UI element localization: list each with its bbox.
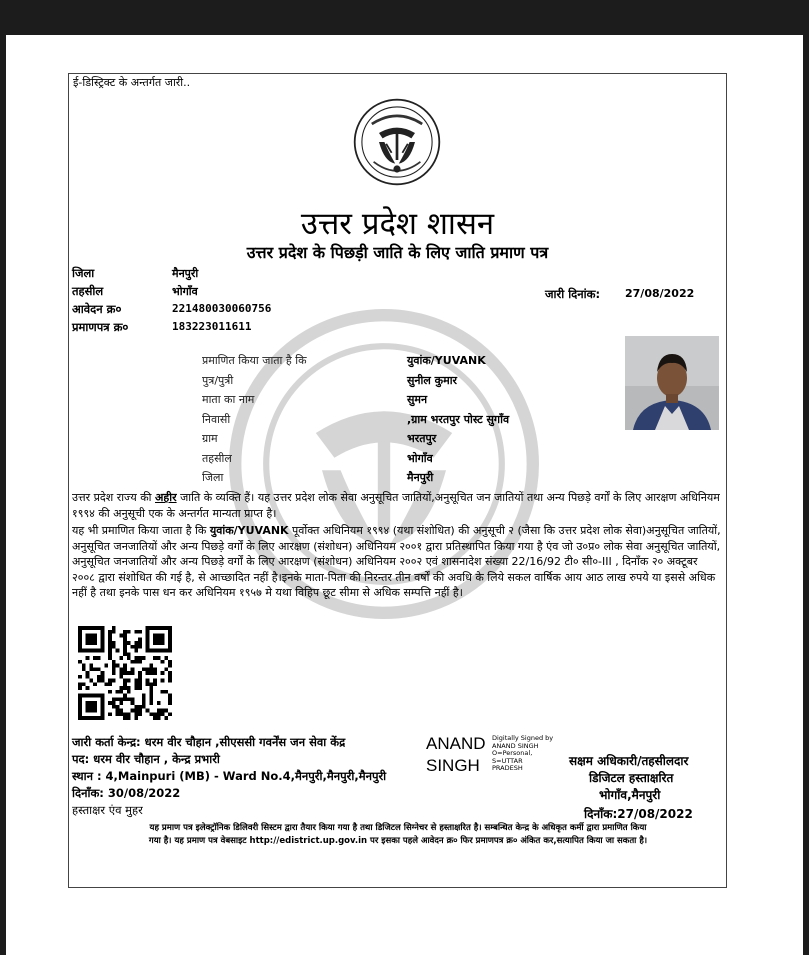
applicant-photo [625, 336, 719, 430]
verification-footer: यह प्रमाण पत्र इलेक्ट्रॉनिक डिलिवरी सिस्टम द्वारा तैयार किया गया है तथा डिजिटल सिग्नेचर से हस्ताक्षरित है। सम्बन्धित केन्द्र के अधिकृत कर्मी द्वारा प्रमाणित किया गया है। यह प्रमाण पत्र वेबसाइट http://edistrict.up.gov.in पर इसका पहले आवेदन क्र० फिर प्रमाणपत्र क्र० अंकित कर,सत्यापित किया जा सकता है। [148, 823, 648, 846]
signature-seal-label: हस्ताक्षर एंव मुहर [72, 803, 143, 817]
detail-value: युवांक/YUVANK [407, 354, 486, 367]
detail-label: जिला [202, 471, 224, 484]
detail-value: ,ग्राम भरतपुर पोस्ट सुगॉंव [407, 412, 510, 426]
issue-date-label: जारी दिनांक: [545, 287, 601, 301]
detail-label: ग्राम [202, 432, 218, 445]
certificate-subtitle: उत्तर प्रदेश के पिछड़ी जाति के लिए जाति प्रमाण पत्र [246, 243, 549, 262]
signer-last-name: SINGH [426, 756, 480, 775]
paragraph-certification: यह भी प्रमाणित किया जाता है कि युवांक/YUVANK पूर्वोक्त अधिनियम १९९४ (यथा संशोधित) की अनुसूची २ (जैसा कि उत्तर प्रदेश लोक सेवा)अनुसूचित जातियों, अनुसूचित जनजातियों और अन्य पिछड़े वर्गों के लिए आरक्षण (संशोधन) अधिनियम २००१ द्वारा प्रतिस्थापित किया गया है एंव जो उ०प्र० लोक सेवा अनुसूचित जातियों, अनुसूचित जनजातियों और अन्य पिछड़े वर्गों के लिए आरक्षण (संशोधन) अधिनियम २००२ एवं शासनादेश संख्या 22/16/92 टी० सी०-III , दिनाँक २० अक्टूबर २००८ द्वारा संशोधित की गई है, से आच्छादित नहीं है।इनके माता-पिता की निरन्तर तीन वर्षों की अवधि के लिये सकल वार्षिक आय आठ लाख रुपये या इससे अधिक नहीं है तथा इनके पास धन कर अधिनियम १९५७ मे यथा विहिप छूट सीमा से अधिक सम्पत्ति नहीं है। [72, 524, 721, 599]
issue-date-value: 27/08/2022 [625, 287, 695, 300]
detail-label: प्रमाणित किया जाता है कि [202, 354, 307, 367]
detail-label: माता का नाम [202, 393, 255, 406]
edistrict-note: ई-डिस्ट्रिक्ट के अन्तर्गत जारी.. [73, 76, 191, 89]
detail-value: मैनपुरी [407, 471, 434, 484]
caste-name: अहीर [155, 491, 177, 504]
certificate-title: उत्तर प्रदेश शासन [300, 206, 495, 242]
detail-value: भोगाँव [407, 451, 433, 465]
certificate-frame [68, 73, 727, 888]
authority-location: भोगाँव,मैनपुरी [599, 788, 661, 802]
detail-label: पुत्र/पुत्री [202, 373, 234, 387]
issuing-center: जारी कर्ता केन्द्र: धरम वीर चौहान ,सीएससी गवर्नेंस जन सेवा केंद्र [72, 735, 346, 749]
authority-designation: सक्षम अधिकारी/तहसीलदार [569, 754, 689, 768]
tehsil-value: भोगाँव [172, 285, 198, 298]
signer-first-name: ANAND [426, 734, 486, 753]
signature-details: Digitally Signed by ANAND SINGH O=Personal, S=UTTAR PRADESH [492, 734, 554, 772]
up-emblem-icon [352, 97, 442, 187]
issuing-place: स्थान : 4,Mainpuri (MB) - Ward No.4,मैनपुरी,मैनपुरी,मैनपुरी [72, 769, 387, 783]
detail-value: सुमन [407, 393, 428, 406]
detail-value: भरतपुर [407, 432, 437, 445]
document-page [6, 35, 803, 955]
authority-date: दिनाँक:27/08/2022 [584, 807, 693, 821]
detail-label: तहसील [202, 451, 232, 465]
certified-name: युवांक/YUVANK [209, 524, 289, 537]
application-value: 221480030060756 [172, 302, 272, 315]
issuer-date: दिनाँक: 30/08/2022 [72, 786, 181, 800]
district-value: मैनपुरी [172, 267, 199, 280]
district-label: जिला [72, 266, 95, 280]
detail-label: निवासी [202, 412, 231, 426]
certificate-number-label: प्रमाणपत्र क्र० [72, 320, 129, 334]
application-label: आवेदन क्र० [72, 302, 122, 316]
tehsil-label: तहसील [72, 284, 104, 298]
qr-code-icon[interactable] [78, 626, 172, 720]
issuer-post: पद: धरम वीर चौहान , केन्द्र प्रभारी [72, 752, 220, 766]
digitally-signed-label: डिजिटल हस्ताक्षरित [589, 771, 674, 785]
certificate-number-value: 183223011611 [172, 320, 252, 333]
paragraph-caste: उत्तर प्रदेश राज्य की अहीर जाति के व्यक्ति हैं। यह उत्तर प्रदेश लोक सेवा अनुसूचित जातियों,अनुसूचित जन जातियों तथा अन्य पिछड़े वर्गों के लिए आरक्षण अधिनियम १९९४ की अनुसूची एक के अन्तर्गत मान्यता प्राप्त है। [72, 491, 720, 520]
detail-value: सुनील कुमार [407, 373, 458, 387]
